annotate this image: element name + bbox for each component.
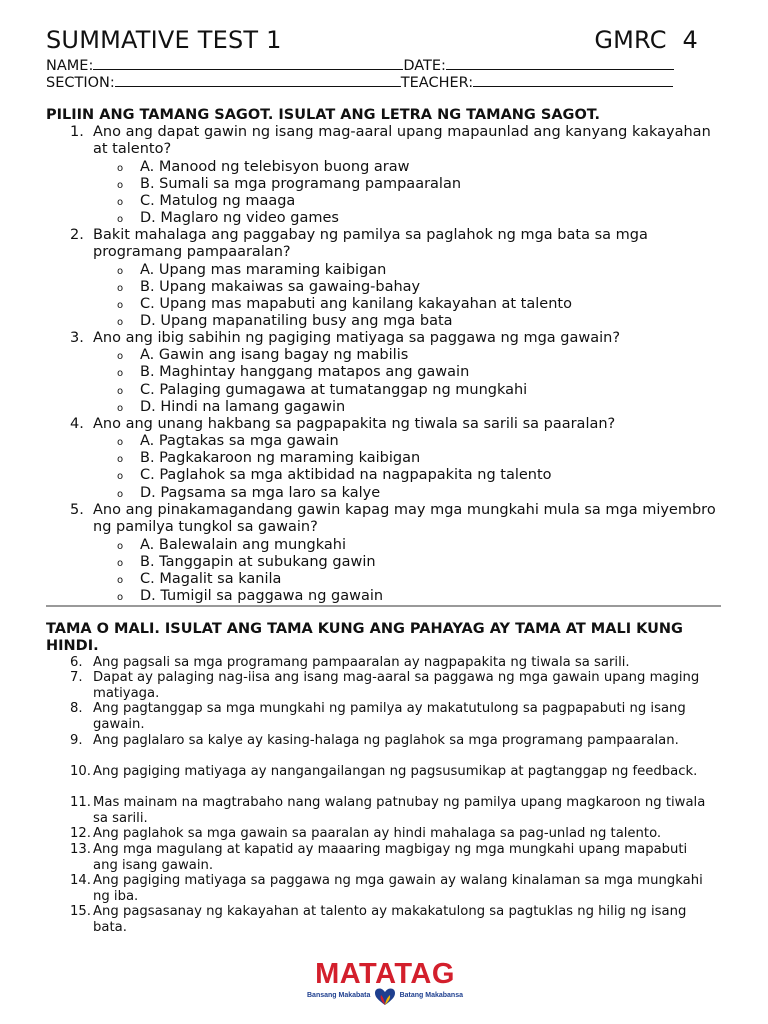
bullet-icon: o	[117, 180, 124, 191]
question-text: Bakit mahalaga ang paggabay ng pamilya sa paglahok ng mga bata sa mga programang pampaaralan?	[93, 227, 648, 260]
title-row	[46, 26, 698, 54]
q3-option-d[interactable]	[117, 399, 345, 416]
bullet-icon: o	[117, 454, 124, 465]
option-text: B. Tanggapin at subukang gawin	[140, 554, 376, 570]
section-divider	[46, 605, 721, 607]
item-number: 14.	[70, 873, 91, 888]
item-number: 9.	[70, 733, 83, 748]
date-field[interactable]	[446, 57, 674, 70]
bullet-icon: o	[117, 386, 124, 397]
option-text: C. Paglahok sa mga aktibidad na nagpapakita ng talento	[140, 467, 552, 483]
bullet-icon: o	[117, 283, 124, 294]
option-text: B. Maghintay hanggang matapos ang gawain	[140, 364, 470, 380]
section-label: SECTION:	[46, 75, 115, 91]
bullet-icon: o	[117, 163, 124, 174]
item-text: Ang pagiging matiyaga sa paggawa ng mga gawain ay walang kinalaman sa mga mungkahi ng iba.	[93, 873, 703, 904]
q4-option-c[interactable]	[117, 467, 552, 484]
item-text: Ang pagtanggap sa mga mungkahi ng pamilya ay makatutulong sa pagpapabuti ng isang gawain.	[93, 701, 686, 732]
bullet-icon: o	[117, 592, 124, 603]
part2-instruction: TAMA O MALI. ISULAT ANG TAMA KUNG ANG PAHAYAG AY TAMA AT MALI KUNG HINDI.	[46, 621, 683, 654]
tf-item-6	[70, 655, 710, 671]
item-text: Ang paglahok sa mga gawain sa paaralan ay hindi mahalaga sa pag-unlad ng talento.	[93, 826, 662, 841]
option-text: D. Pagsama sa mga laro sa kalye	[140, 485, 381, 501]
q4-option-b[interactable]	[117, 450, 420, 467]
question-2	[70, 227, 728, 261]
option-text: D. Hindi na lamang gagawin	[140, 399, 346, 415]
item-number: 13.	[70, 842, 91, 857]
q2-option-a[interactable]	[117, 262, 386, 279]
bullet-icon: o	[117, 368, 124, 379]
tf-item-15	[70, 904, 710, 935]
bullet-icon: o	[117, 403, 124, 414]
tf-item-10	[70, 764, 710, 780]
q1-option-a[interactable]	[117, 159, 409, 176]
q4-option-a[interactable]	[117, 433, 339, 450]
option-text: B. Pagkakaroon ng maraming kaibigan	[140, 450, 421, 466]
bullet-icon: o	[117, 266, 124, 277]
bullet-icon: o	[117, 214, 124, 225]
bullet-icon: o	[117, 575, 124, 586]
question-number: 2.	[70, 227, 84, 243]
option-text: B. Sumali sa mga programang pampaaralan	[140, 176, 462, 192]
question-5	[70, 502, 728, 536]
item-number: 11.	[70, 795, 91, 810]
option-text: A. Pagtakas sa mga gawain	[140, 433, 339, 449]
date-label: DATE:	[403, 58, 446, 74]
q5-option-b[interactable]	[117, 554, 376, 571]
item-text: Ang paglalaro sa kalye ay kasing-halaga ng paglahok sa mga programang pampaaralan.	[93, 733, 679, 748]
item-number: 7.	[70, 670, 83, 685]
tf-item-11	[70, 795, 710, 826]
matatag-logo	[307, 958, 463, 1008]
q3-option-b[interactable]	[117, 364, 469, 381]
option-text: C. Palaging gumagawa at tumatanggap ng mungkahi	[140, 382, 528, 398]
item-text: Mas mainam na magtrabaho nang walang patnubay ng pamilya upang magkaroon ng tiwala sa sarili.	[93, 795, 706, 826]
q3-option-a[interactable]	[117, 347, 408, 364]
item-text: Ang pagiging matiyaga ay nangangailangan ng pagsusumikap at pagtanggap ng feedback.	[93, 764, 698, 779]
section-teacher-row	[46, 74, 673, 92]
logo-tagline-left: Bansang Makabata	[307, 992, 371, 999]
q5-option-c[interactable]	[117, 571, 281, 588]
q2-option-d[interactable]	[117, 313, 453, 330]
item-text: Dapat ay palaging nag-iisa ang isang mag-aaral sa paggawa ng mga gawain upang maging matiyaga.	[93, 670, 700, 701]
bullet-icon: o	[117, 351, 124, 362]
option-text: A. Balewalain ang mungkahi	[140, 537, 346, 553]
question-number: 1.	[70, 124, 84, 140]
q3-option-c[interactable]	[117, 382, 527, 399]
q1-option-d[interactable]	[117, 210, 339, 227]
option-text: C. Upang mas mapabuti ang kanilang kakayahan at talento	[140, 296, 572, 312]
bullet-icon: o	[117, 300, 124, 311]
test-title: SUMMATIVE TEST 1	[46, 26, 282, 54]
question-1	[70, 124, 728, 158]
bullet-icon: o	[117, 471, 124, 482]
item-number: 15.	[70, 904, 91, 919]
tf-item-7	[70, 670, 710, 701]
tf-item-14	[70, 873, 710, 904]
q1-option-c[interactable]	[117, 193, 295, 210]
q4-option-d[interactable]	[117, 485, 380, 502]
item-text: Ang pagsali sa mga programang pampaaralan ay nagpapakita ng tiwala sa sarili.	[93, 655, 630, 670]
question-text: Ano ang unang hakbang sa pagpapakita ng tiwala sa sarili sa paaralan?	[93, 416, 616, 432]
item-number: 6.	[70, 655, 83, 670]
option-text: B. Upang makaiwas sa gawaing-bahay	[140, 279, 421, 295]
question-text: Ano ang pinakamagandang gawin kapag may mga mungkahi mula sa mga miyembro ng pamilya tungkol sa gawain?	[93, 502, 716, 535]
option-text: C. Magalit sa kanila	[140, 571, 282, 587]
logo-tagline-right: Batang Makabansa	[399, 992, 463, 999]
option-text: C. Matulog ng maaga	[140, 193, 296, 209]
matatag-heart-logo-icon	[374, 988, 396, 1006]
question-number: 5.	[70, 502, 84, 518]
option-text: A. Gawin ang isang bagay ng mabilis	[140, 347, 409, 363]
question-3	[70, 330, 728, 347]
option-text: D. Tumigil sa paggawa ng gawain	[140, 588, 384, 604]
item-text: Ang mga magulang at kapatid ay maaaring magbigay ng mga mungkahi upang mapabuti ang isang gawain.	[93, 842, 688, 873]
q2-option-c[interactable]	[117, 296, 572, 313]
bullet-icon: o	[117, 558, 124, 569]
teacher-label: TEACHER:	[400, 75, 474, 91]
tf-item-12	[70, 826, 710, 842]
part1-instruction: PILIIN ANG TAMANG SAGOT. ISULAT ANG LETRA NG TAMANG SAGOT.	[46, 107, 600, 123]
q2-option-b[interactable]	[117, 279, 420, 296]
question-number: 3.	[70, 330, 84, 346]
bullet-icon: o	[117, 541, 124, 552]
question-number: 4.	[70, 416, 84, 432]
section-field[interactable]	[115, 74, 401, 87]
option-text: D. Upang mapanatiling busy ang mga bata	[140, 313, 453, 329]
teacher-field[interactable]	[473, 74, 673, 87]
tf-item-8	[70, 701, 710, 732]
q5-option-a[interactable]	[117, 537, 346, 554]
question-text: Ano ang ibig sabihin ng pagiging matiyaga sa paggawa ng mga gawain?	[93, 330, 621, 346]
option-text: A. Upang mas maraming kaibigan	[140, 262, 387, 278]
item-text: Ang pagsasanay ng kakayahan at talento ay makakatulong sa pagtuklas ng hilig ng isang bata.	[93, 904, 687, 935]
bullet-icon: o	[117, 489, 124, 500]
bullet-icon: o	[117, 437, 124, 448]
subject-label: GMRC 4	[594, 26, 698, 54]
logo-wordmark: MATATAG	[315, 958, 455, 990]
q5-option-d[interactable]	[117, 588, 383, 605]
bullet-icon: o	[117, 197, 124, 208]
question-4	[70, 416, 728, 433]
question-text: Ano ang dapat gawin ng isang mag-aaral upang mapaunlad ang kanyang kakayahan at talento?	[93, 124, 711, 157]
name-field[interactable]	[93, 57, 403, 70]
item-number: 10.	[70, 764, 91, 779]
option-text: D. Maglaro ng video games	[140, 210, 339, 226]
option-text: A. Manood ng telebisyon buong araw	[140, 159, 410, 175]
q1-option-b[interactable]	[117, 176, 461, 193]
bullet-icon: o	[117, 317, 124, 328]
name-label: NAME:	[46, 58, 94, 74]
item-number: 8.	[70, 701, 83, 716]
name-date-row	[46, 57, 674, 75]
item-number: 12.	[70, 826, 91, 841]
tf-item-13	[70, 842, 710, 873]
tf-item-9	[70, 733, 710, 749]
